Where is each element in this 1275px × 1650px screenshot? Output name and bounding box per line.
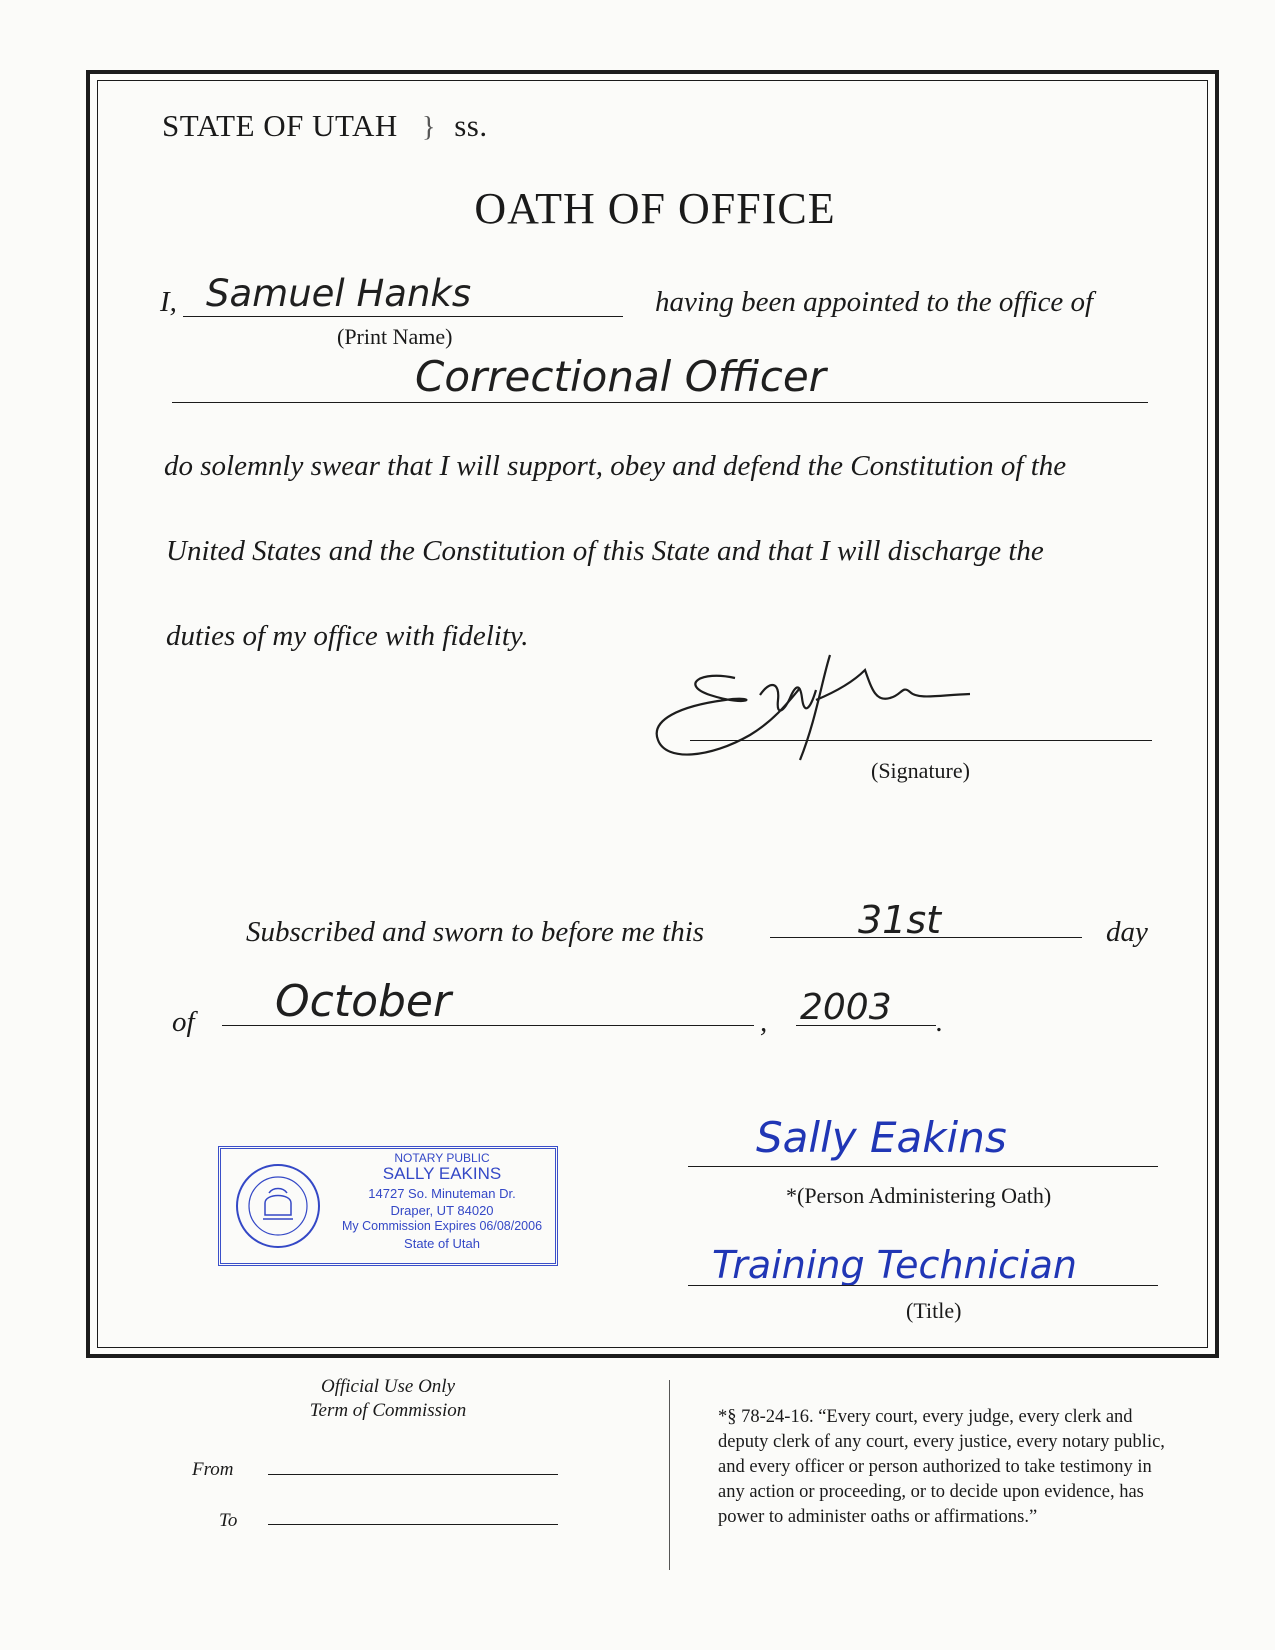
statute-citation <box>718 1405 1238 1530</box>
state-label: STATE OF UTAH <box>162 108 398 143</box>
oath-taker-signature <box>640 640 1070 770</box>
from-label: From <box>192 1459 234 1480</box>
ss-label: ss. <box>454 108 488 143</box>
name-line <box>183 316 623 317</box>
administrator-line <box>688 1166 1158 1167</box>
state-seal-icon <box>235 1163 321 1249</box>
year-handwritten: 2003 <box>800 987 892 1028</box>
to-label: To <box>219 1510 238 1531</box>
appointed-text: having been appointed to the office of <box>655 286 1094 318</box>
brace: } <box>422 112 436 143</box>
day-handwritten: 31st <box>858 898 942 942</box>
stamp-line-3: 14727 So. Minuteman Dr. <box>368 1186 516 1201</box>
oath-line-2: United States and the Constitution of this State and that I will discharge the <box>166 535 1044 567</box>
office-handwritten: Correctional Officer <box>415 352 826 401</box>
notary-stamp <box>218 1146 558 1266</box>
period: . <box>936 1006 944 1038</box>
statute-line-4: any action or proceeding, or to decide upon evidence, has <box>718 1482 1144 1502</box>
signature-line <box>690 740 1152 741</box>
stamp-line-4: Draper, UT 84020 <box>390 1203 494 1218</box>
stamp-line-1: NOTARY PUBLIC <box>394 1151 490 1165</box>
name-caption: (Print Name) <box>337 324 453 349</box>
statute-line-5: power to administer oaths or affirmations.” <box>718 1507 1038 1527</box>
comma: , <box>760 1006 768 1038</box>
to-line <box>268 1524 558 1525</box>
statute-line-2: deputy clerk of any court, every justice, every notary public, <box>718 1432 1165 1452</box>
statute-line-1: *§ 78-24-16. “Every court, every judge, every clerk and <box>718 1407 1133 1427</box>
document-title: OATH OF OFFICE <box>474 184 836 233</box>
stamp-line-5: My Commission Expires 06/08/2006 <box>341 1219 543 1233</box>
month-handwritten: October <box>275 976 452 1027</box>
of-label: of <box>172 1006 195 1038</box>
title-line <box>688 1285 1158 1286</box>
stamp-line-6: State of Utah <box>404 1236 480 1251</box>
term-label: Term of Commission <box>309 1400 467 1421</box>
from-line <box>268 1474 558 1475</box>
title-caption: (Title) <box>906 1298 962 1323</box>
i-label: I, <box>160 286 177 318</box>
footer-divider <box>669 1380 670 1570</box>
office-line <box>172 402 1148 403</box>
name-handwritten: Samuel Hanks <box>206 272 472 315</box>
signature-caption: (Signature) <box>871 758 970 783</box>
administrator-caption: *(Person Administering Oath) <box>786 1183 1052 1208</box>
statute-line-3: and every officer or person authorized to take testimony in <box>718 1457 1152 1477</box>
day-label: day <box>1106 916 1148 948</box>
oath-line-1: do solemnly swear that I will support, obey and defend the Constitution of the <box>164 450 1067 482</box>
stamp-line-2: SALLY EAKINS <box>382 1164 502 1183</box>
administrator-signature: Sally Eakins <box>756 1113 1007 1162</box>
official-use-label: Official Use Only <box>320 1376 456 1397</box>
sworn-prefix: Subscribed and sworn to before me this <box>246 916 705 948</box>
administrator-title-handwritten: Training Technician <box>712 1243 1077 1287</box>
venue-header <box>162 108 488 144</box>
oath-line-3: duties of my office with fidelity. <box>166 620 529 652</box>
